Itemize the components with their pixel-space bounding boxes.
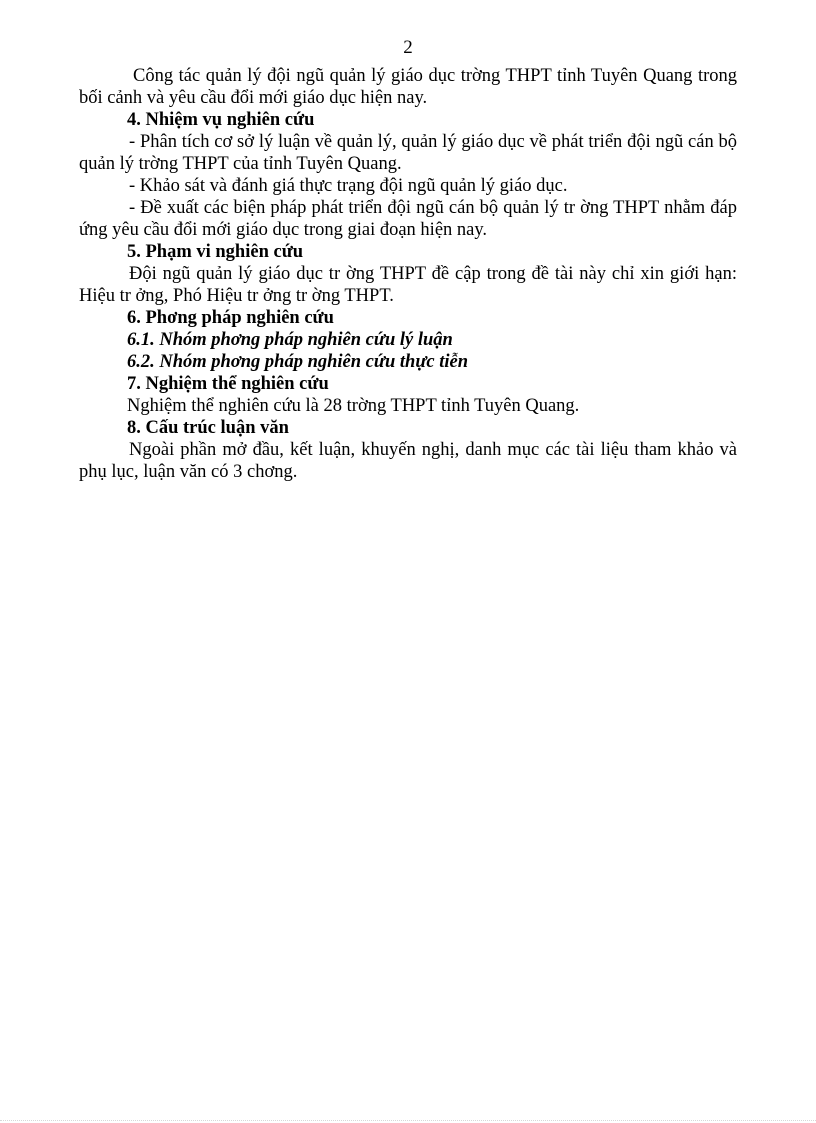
section-4-item-3: - Đề xuất các biện pháp phát triển đội ngũ cán bộ quản lý tr ờng THPT nhằm đáp ứng yêu cầu đổi mới giáo dục trong giai đoạn hiện nay. (79, 198, 737, 240)
intro-paragraph: Công tác quản lý đội ngũ quản lý giáo dục trờng THPT tỉnh Tuyên Quang trong bối cảnh và yêu cầu đổi mới giáo dục hiện nay. (79, 66, 737, 108)
section-6-1-heading: 6.1. Nhóm phơng pháp nghiên cứu lý luận (127, 330, 453, 350)
section-5-heading: 5. Phạm vi nghiên cứu (127, 242, 304, 262)
page-number: 2 (403, 37, 413, 58)
page-bottom-edge (0, 1120, 816, 1121)
document-page (79, 36, 737, 483)
section-8-heading: 8. Cấu trúc luận văn (127, 418, 289, 438)
section-6-2-heading: 6.2. Nhóm phơng pháp nghiên cứu thực tiễn (127, 352, 469, 372)
section-4-item-2: - Khảo sát và đánh giá thực trạng đội ngũ quản lý giáo dục. (129, 176, 568, 196)
section-4-item-1: - Phân tích cơ sở lý luận về quản lý, quản lý giáo dục về phát triển đội ngũ cán bộ quản lý trờng THPT của tỉnh Tuyên Quang. (79, 132, 737, 174)
section-5-text: Đội ngũ quản lý giáo dục tr ờng THPT đề cập trong đề tài này chỉ xin giới hạn: Hiệu tr ởng, Phó Hiệu tr ởng tr ờng THPT. (79, 264, 737, 306)
section-8-text: Ngoài phần mở đầu, kết luận, khuyến nghị, danh mục các tài liệu tham khảo và phụ lục, luận văn có 3 chơng. (79, 440, 737, 482)
section-7-text: Nghiệm thể nghiên cứu là 28 trờng THPT tỉnh Tuyên Quang. (127, 396, 580, 416)
section-4-heading: 4. Nhiệm vụ nghiên cứu (127, 110, 315, 130)
section-7-heading: 7. Nghiệm thể nghiên cứu (127, 374, 329, 394)
section-6-heading: 6. Phơng pháp nghiên cứu (127, 308, 334, 328)
